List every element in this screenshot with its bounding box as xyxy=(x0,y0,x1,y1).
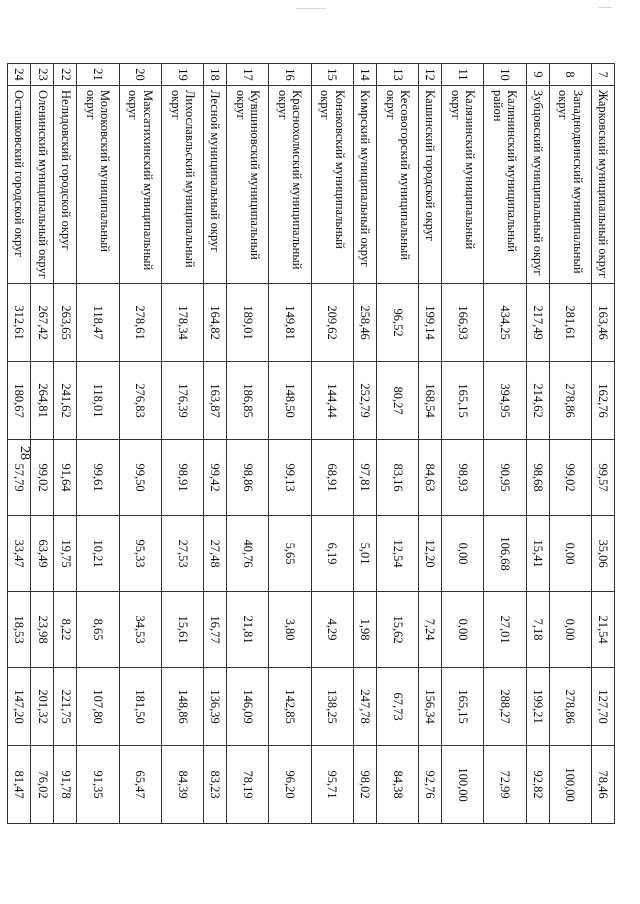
row-number: 12 xyxy=(419,64,442,86)
value-cell: 91,35 xyxy=(77,746,119,824)
value-cell: 142,85 xyxy=(269,668,311,746)
scan-mark xyxy=(296,8,326,9)
table-row xyxy=(311,64,353,824)
table-row xyxy=(376,64,418,824)
value-cell: 27,53 xyxy=(161,516,203,592)
value-cell: 72,99 xyxy=(484,746,526,824)
table-row xyxy=(227,64,269,824)
value-cell: 394,95 xyxy=(484,362,526,440)
value-cell: 57,79 xyxy=(8,440,31,516)
value-cell: 8,22 xyxy=(54,592,77,668)
page-number: 28 xyxy=(17,446,32,460)
value-cell: 99,02 xyxy=(549,440,591,516)
row-number: 19 xyxy=(161,64,203,86)
row-number: 14 xyxy=(353,64,376,86)
row-number: 17 xyxy=(227,64,269,86)
value-cell: 217,49 xyxy=(526,284,549,362)
municipality-name: Кашинский городской округ xyxy=(419,86,442,284)
row-number: 21 xyxy=(77,64,119,86)
table-row xyxy=(419,64,442,824)
value-cell: 96,20 xyxy=(269,746,311,824)
value-cell: 186,85 xyxy=(227,362,269,440)
value-cell: 209,62 xyxy=(311,284,353,362)
value-cell: 99,61 xyxy=(77,440,119,516)
value-cell: 4,29 xyxy=(311,592,353,668)
value-cell: 168,54 xyxy=(419,362,442,440)
value-cell: 40,76 xyxy=(227,516,269,592)
value-cell: 21,54 xyxy=(591,592,614,668)
value-cell: 92,82 xyxy=(526,746,549,824)
row-number: 9 xyxy=(526,64,549,86)
municipality-name: Максатихинский муниципальный округ xyxy=(119,86,161,284)
value-cell: 281,61 xyxy=(549,284,591,362)
row-number: 8 xyxy=(549,64,591,86)
value-cell: 91,78 xyxy=(54,746,77,824)
value-cell: 241,62 xyxy=(54,362,77,440)
value-cell: 136,39 xyxy=(204,668,227,746)
value-cell: 118,01 xyxy=(77,362,119,440)
value-cell: 99,57 xyxy=(591,440,614,516)
value-cell: 5,01 xyxy=(353,516,376,592)
row-number: 16 xyxy=(269,64,311,86)
value-cell: 178,34 xyxy=(161,284,203,362)
value-cell: 144,44 xyxy=(311,362,353,440)
value-cell: 100,00 xyxy=(442,746,484,824)
table-row xyxy=(442,64,484,824)
value-cell: 99,13 xyxy=(269,440,311,516)
row-number: 23 xyxy=(31,64,54,86)
value-cell: 221,75 xyxy=(54,668,77,746)
value-cell: 95,33 xyxy=(119,516,161,592)
value-cell: 147,20 xyxy=(8,668,31,746)
data-table xyxy=(7,63,615,824)
value-cell: 15,61 xyxy=(161,592,203,668)
value-cell: 80,27 xyxy=(376,362,418,440)
value-cell: 15,41 xyxy=(526,516,549,592)
value-cell: 7,18 xyxy=(526,592,549,668)
value-cell: 267,42 xyxy=(31,284,54,362)
table-row xyxy=(484,64,526,824)
value-cell: 199,21 xyxy=(526,668,549,746)
row-number: 13 xyxy=(376,64,418,86)
municipality-name: Зубцовский муниципальный округ xyxy=(526,86,549,284)
value-cell: 100,00 xyxy=(549,746,591,824)
value-cell: 6,19 xyxy=(311,516,353,592)
value-cell: 164,82 xyxy=(204,284,227,362)
municipality-name: Кесовогорский муниципальный округ xyxy=(376,86,418,284)
municipality-name: Осташковский городской округ xyxy=(8,86,31,284)
value-cell: 176,39 xyxy=(161,362,203,440)
table-row xyxy=(269,64,311,824)
table-body xyxy=(8,64,615,824)
value-cell: 27,48 xyxy=(204,516,227,592)
value-cell: 23,98 xyxy=(31,592,54,668)
municipality-name: Калининский муниципальный район xyxy=(484,86,526,284)
value-cell: 76,02 xyxy=(31,746,54,824)
value-cell: 95,71 xyxy=(311,746,353,824)
value-cell: 278,86 xyxy=(549,668,591,746)
value-cell: 138,25 xyxy=(311,668,353,746)
value-cell: 106,68 xyxy=(484,516,526,592)
municipality-name: Лихославльский муниципальный округ xyxy=(161,86,203,284)
value-cell: 288,27 xyxy=(484,668,526,746)
value-cell: 3,80 xyxy=(269,592,311,668)
value-cell: 96,52 xyxy=(376,284,418,362)
value-cell: 91,64 xyxy=(54,440,77,516)
municipality-name: Лесной муниципальный округ xyxy=(204,86,227,284)
value-cell: 98,02 xyxy=(353,746,376,824)
value-cell: 98,91 xyxy=(161,440,203,516)
value-cell: 27,01 xyxy=(484,592,526,668)
table-row xyxy=(161,64,203,824)
value-cell: 19,75 xyxy=(54,516,77,592)
value-cell: 65,47 xyxy=(119,746,161,824)
table-row xyxy=(204,64,227,824)
municipality-name: Нелидовский городской округ xyxy=(54,86,77,284)
table-row xyxy=(353,64,376,824)
table-row xyxy=(8,64,31,824)
value-cell: 35,06 xyxy=(591,516,614,592)
value-cell: 84,39 xyxy=(161,746,203,824)
table-row xyxy=(77,64,119,824)
municipality-name: Калязинский муниципальный округ xyxy=(442,86,484,284)
value-cell: 201,32 xyxy=(31,668,54,746)
value-cell: 68,91 xyxy=(311,440,353,516)
value-cell: 278,61 xyxy=(119,284,161,362)
value-cell: 214,62 xyxy=(526,362,549,440)
value-cell: 83,16 xyxy=(376,440,418,516)
value-cell: 90,95 xyxy=(484,440,526,516)
value-cell: 276,83 xyxy=(119,362,161,440)
value-cell: 156,34 xyxy=(419,668,442,746)
value-cell: 180,67 xyxy=(8,362,31,440)
value-cell: 83,23 xyxy=(204,746,227,824)
municipality-name: Кувшиновский муниципальный округ xyxy=(227,86,269,284)
value-cell: 118,47 xyxy=(77,284,119,362)
value-cell: 278,86 xyxy=(549,362,591,440)
table-row xyxy=(119,64,161,824)
value-cell: 264,81 xyxy=(31,362,54,440)
value-cell: 84,63 xyxy=(419,440,442,516)
value-cell: 163,46 xyxy=(591,284,614,362)
row-number: 18 xyxy=(204,64,227,86)
value-cell: 78,19 xyxy=(227,746,269,824)
value-cell: 252,79 xyxy=(353,362,376,440)
value-cell: 78,46 xyxy=(591,746,614,824)
value-cell: 12,20 xyxy=(419,516,442,592)
value-cell: 34,53 xyxy=(119,592,161,668)
value-cell: 247,78 xyxy=(353,668,376,746)
value-cell: 12,54 xyxy=(376,516,418,592)
row-number: 10 xyxy=(484,64,526,86)
municipality-name: Жарковский муниципальный округ xyxy=(591,86,614,284)
value-cell: 84,38 xyxy=(376,746,418,824)
value-cell: 148,86 xyxy=(161,668,203,746)
table-row xyxy=(31,64,54,824)
value-cell: 99,02 xyxy=(31,440,54,516)
value-cell: 21,81 xyxy=(227,592,269,668)
value-cell: 0,00 xyxy=(549,592,591,668)
value-cell: 7,24 xyxy=(419,592,442,668)
value-cell: 199,14 xyxy=(419,284,442,362)
row-number: 15 xyxy=(311,64,353,86)
table-row xyxy=(591,64,614,824)
value-cell: 81,47 xyxy=(8,746,31,824)
value-cell: 0,00 xyxy=(549,516,591,592)
row-number: 11 xyxy=(442,64,484,86)
value-cell: 181,50 xyxy=(119,668,161,746)
municipality-name: Западнодвинский муниципальный округ xyxy=(549,86,591,284)
value-cell: 18,53 xyxy=(8,592,31,668)
municipality-name: Краснохолмский муниципальный округ xyxy=(269,86,311,284)
value-cell: 189,01 xyxy=(227,284,269,362)
value-cell: 434,25 xyxy=(484,284,526,362)
value-cell: 15,62 xyxy=(376,592,418,668)
row-number: 22 xyxy=(54,64,77,86)
value-cell: 1,98 xyxy=(353,592,376,668)
value-cell: 16,77 xyxy=(204,592,227,668)
value-cell: 67,73 xyxy=(376,668,418,746)
value-cell: 0,00 xyxy=(442,516,484,592)
value-cell: 98,86 xyxy=(227,440,269,516)
rotated-table-container xyxy=(7,63,615,823)
value-cell: 127,70 xyxy=(591,668,614,746)
value-cell: 263,65 xyxy=(54,284,77,362)
value-cell: 165,15 xyxy=(442,668,484,746)
municipality-name: Оленинский муниципальный округ xyxy=(31,86,54,284)
table-row xyxy=(54,64,77,824)
table-row xyxy=(549,64,591,824)
value-cell: 166,93 xyxy=(442,284,484,362)
value-cell: 165,15 xyxy=(442,362,484,440)
value-cell: 148,50 xyxy=(269,362,311,440)
value-cell: 99,50 xyxy=(119,440,161,516)
value-cell: 146,09 xyxy=(227,668,269,746)
value-cell: 97,81 xyxy=(353,440,376,516)
value-cell: 10,21 xyxy=(77,516,119,592)
value-cell: 63,49 xyxy=(31,516,54,592)
value-cell: 99,42 xyxy=(204,440,227,516)
value-cell: 8,65 xyxy=(77,592,119,668)
value-cell: 98,68 xyxy=(526,440,549,516)
value-cell: 107,80 xyxy=(77,668,119,746)
municipality-name: Молоковский муниципальный округ xyxy=(77,86,119,284)
row-number: 20 xyxy=(119,64,161,86)
value-cell: 162,76 xyxy=(591,362,614,440)
row-number: 7 xyxy=(591,64,614,86)
value-cell: 0,00 xyxy=(442,592,484,668)
municipality-name: Кимрский муниципальный округ xyxy=(353,86,376,284)
value-cell: 163,87 xyxy=(204,362,227,440)
value-cell: 149,81 xyxy=(269,284,311,362)
row-number: 24 xyxy=(8,64,31,86)
municipality-name: Конаковский муниципальный округ xyxy=(311,86,353,284)
value-cell: 98,93 xyxy=(442,440,484,516)
value-cell: 5,65 xyxy=(269,516,311,592)
table-row xyxy=(526,64,549,824)
value-cell: 92,76 xyxy=(419,746,442,824)
value-cell: 312,61 xyxy=(8,284,31,362)
scan-mark xyxy=(598,7,612,8)
value-cell: 33,47 xyxy=(8,516,31,592)
value-cell: 258,46 xyxy=(353,284,376,362)
